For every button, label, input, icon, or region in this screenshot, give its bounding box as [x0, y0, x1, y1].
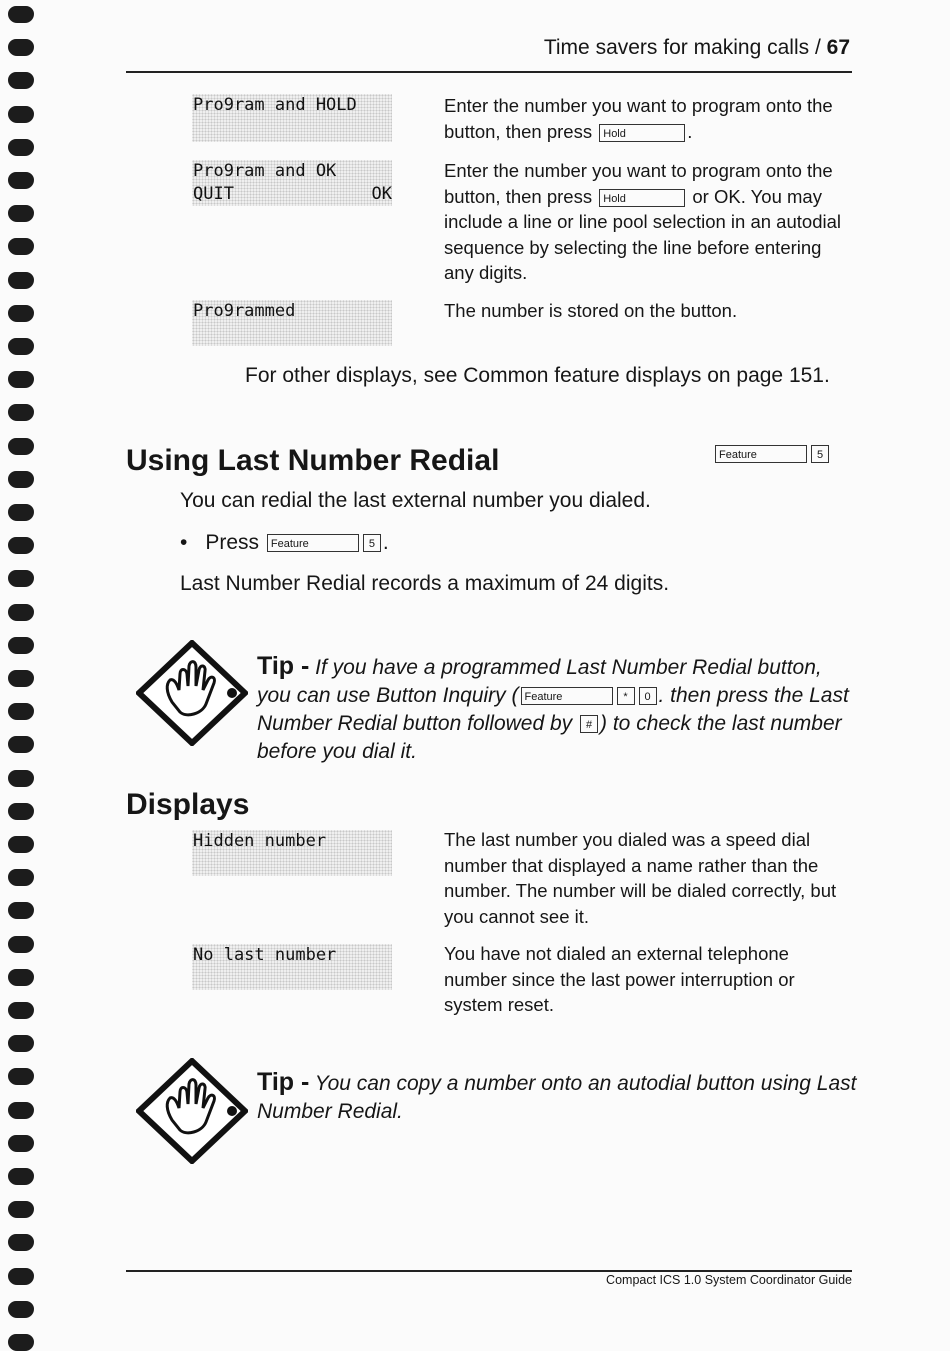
section-intro: You can redial the last external number you dialed.: [180, 489, 651, 512]
header-title: Time savers for making calls /: [543, 36, 827, 59]
desc-program-hold: [444, 93, 844, 144]
binding-hole: [8, 936, 34, 953]
binding-hole: [8, 1301, 34, 1318]
binding-hole: [8, 471, 34, 488]
tip-text: You can copy a number onto an autodial button using Last Number Redial.: [257, 1072, 857, 1123]
binding-hole: [8, 39, 34, 56]
page-header: [544, 36, 850, 60]
tip-copy-number: [257, 1068, 857, 1126]
desc-text: Enter the number you want to program onto the button, then press: [444, 95, 833, 142]
binding-hole: [8, 703, 34, 720]
digit-5-key: 5: [363, 534, 381, 552]
binding-hole: [8, 1102, 34, 1119]
binding-hole: [8, 670, 34, 687]
binding-hole: [8, 803, 34, 820]
binding-hole: [8, 371, 34, 388]
tip-text: ) to check the last number before you dial it.: [257, 712, 842, 763]
heading-keys: [713, 445, 831, 463]
tip-last-number-redial: [257, 652, 857, 766]
display-text: Pro9ram and OK: [193, 161, 337, 181]
binding-hole: [8, 1234, 34, 1251]
display-text: OK: [371, 184, 392, 204]
hash-key: #: [580, 715, 598, 733]
feature-key: Feature: [715, 445, 807, 463]
binding-hole: [8, 570, 34, 587]
binding-hole: [8, 1002, 34, 1019]
press-bullet: • Press Feature 5 .: [180, 531, 389, 554]
digit-0-key: 0: [639, 687, 657, 705]
binding-hole: [8, 537, 34, 554]
other-displays-note: For other displays, see Common feature displays on page 151.: [245, 364, 830, 387]
display-text: Pro9ram and HOLD: [193, 95, 357, 115]
binding-hole: [8, 604, 34, 621]
binding-hole: [8, 6, 34, 23]
display-program-ok: [192, 160, 392, 206]
binding-hole: [8, 1068, 34, 1085]
binding-hole: [8, 172, 34, 189]
binding-hole: [8, 1201, 34, 1218]
binding-hole: [8, 1168, 34, 1185]
binding-hole: [8, 869, 34, 886]
binding-hole: [8, 404, 34, 421]
desc-program-ok: [444, 158, 844, 286]
binding-hole: [8, 1135, 34, 1152]
binding-hole: [8, 902, 34, 919]
bullet-dot: •: [180, 531, 188, 554]
display-text: No last number: [193, 945, 337, 965]
binding-hole: [8, 1035, 34, 1052]
display-program-hold: [192, 94, 392, 142]
binding-hole: [8, 637, 34, 654]
tip-label: Tip -: [257, 652, 310, 680]
binding-hole: [8, 504, 34, 521]
desc-programmed: [444, 298, 844, 324]
footer-rule: [126, 1270, 852, 1272]
binding-hole: [8, 836, 34, 853]
display-text: Hidden number: [193, 831, 327, 851]
binding-hole: [8, 72, 34, 89]
binding-hole: [8, 139, 34, 156]
display-hidden-number: [192, 830, 392, 876]
footer-text: Compact ICS 1.0 System Coordinator Guide: [606, 1273, 852, 1287]
desc-text: Enter the number you want to program onto the button, then press: [444, 160, 833, 207]
hold-key: Hold: [599, 124, 685, 142]
spiral-binding: [8, 0, 38, 1350]
header-rule: [126, 71, 852, 73]
display-no-last-number: [192, 944, 392, 990]
section-heading: Using Last Number Redial: [126, 444, 500, 477]
section-heading: Displays: [126, 788, 250, 821]
max-digits-note: Last Number Redial records a maximum of 24 digits.: [180, 572, 670, 595]
binding-hole: [8, 238, 34, 255]
star-key: *: [617, 687, 635, 705]
desc-no-last-number: You have not dialed an external telephone number since the last power interruption or system reset.: [444, 943, 795, 1015]
digit-5-key: 5: [811, 445, 829, 463]
display-text: QUIT: [193, 184, 234, 204]
tip-hand-icon: [136, 640, 248, 746]
binding-hole: [8, 272, 34, 289]
binding-hole: [8, 1334, 34, 1351]
feature-key: Feature: [521, 687, 613, 705]
binding-hole: [8, 770, 34, 787]
tip-text: If you have a programmed Last Number Redial button, you can use Button Inquiry (: [257, 656, 822, 707]
display-programmed: [192, 300, 392, 346]
binding-hole: [8, 305, 34, 322]
desc-text: The number is stored on the button.: [444, 300, 738, 321]
binding-hole: [8, 338, 34, 355]
binding-hole: [8, 205, 34, 222]
binding-hole: [8, 969, 34, 986]
desc-text: or OK. You may include a line or line pool selection in an autodial sequence by selecting the line before entering any digits.: [444, 185, 841, 283]
page-number: 67: [826, 36, 850, 59]
tip-label: Tip -: [257, 1068, 310, 1096]
binding-hole: [8, 438, 34, 455]
binding-hole: [8, 1268, 34, 1285]
hold-key: Hold: [599, 189, 685, 207]
feature-key: Feature: [267, 534, 359, 552]
tip-text: . then press the Last Number Redial button followed by: [257, 684, 849, 735]
desc-hidden-number: The last number you dialed was a speed dial number that displayed a name rather than the number. The number will be dialed correctly, but you cannot see it.: [444, 829, 837, 927]
binding-hole: [8, 106, 34, 123]
display-text: Pro9rammed: [193, 301, 296, 321]
tip-hand-icon: [136, 1058, 248, 1164]
desc-text: .: [687, 120, 693, 142]
press-label: Press: [205, 531, 260, 554]
binding-hole: [8, 736, 34, 753]
